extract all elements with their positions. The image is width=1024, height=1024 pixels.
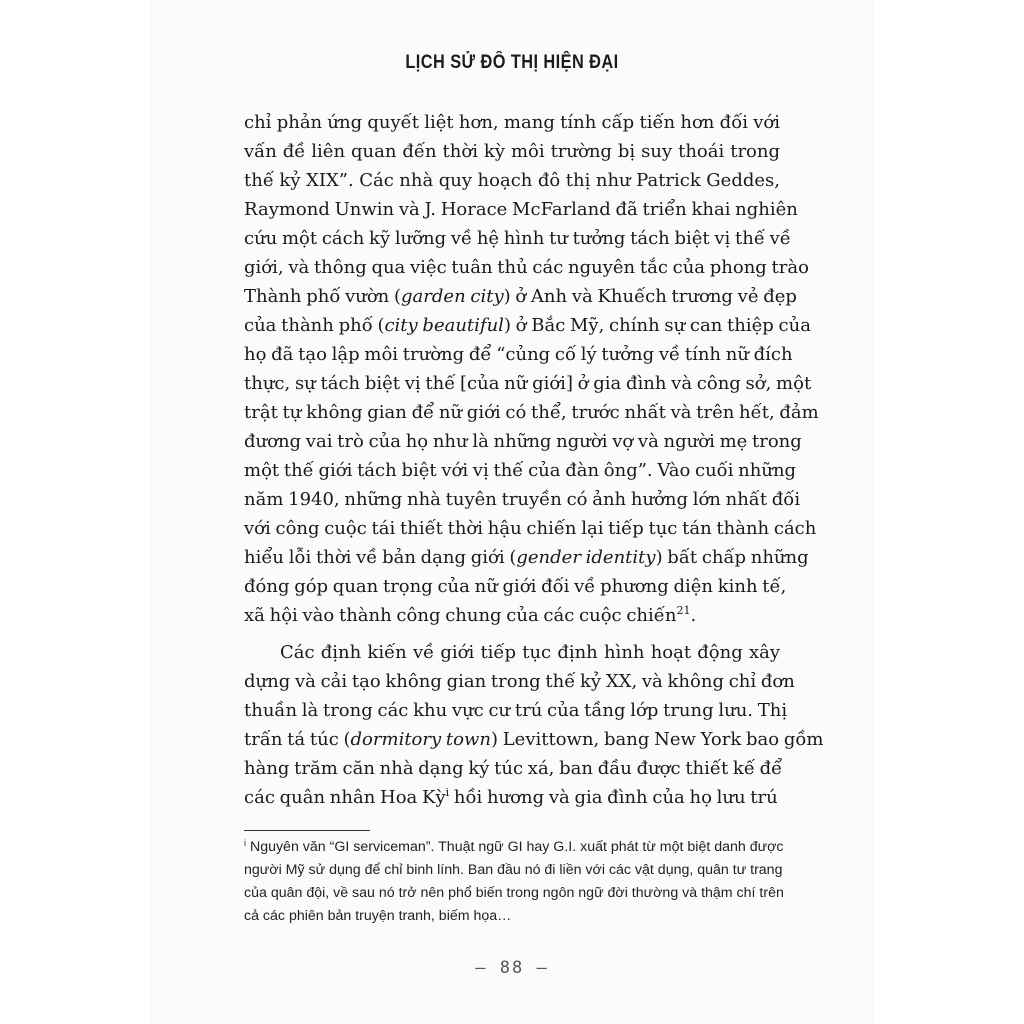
text-line: một thế giới tách biệt với vị thế của đàn ông”. Vào cuối những <box>244 460 797 481</box>
text-line: với công cuộc tái thiết thời hậu chiến lại tiếp tục tán thành cách <box>244 518 817 539</box>
text-line: trấn tá túc (dormitory town) Levittown, bang New York bao gồm <box>244 729 824 750</box>
body-text <box>244 108 824 812</box>
footnote-marker: i <box>244 838 246 848</box>
footnote <box>244 836 784 928</box>
text-line: vấn đề liên quan đến thời kỳ môi trường bị suy thoái trong <box>244 141 780 162</box>
text-line: họ đã tạo lập môi trường để “củng cố lý tưởng về tính nữ đích <box>244 344 793 365</box>
endnote-ref: 21 <box>676 604 691 617</box>
italic-term: gender identity <box>516 547 656 568</box>
text-line: hiểu lỗi thời về bản dạng giới (gender identity) bất chấp những <box>244 547 809 568</box>
text-line: năm 1940, những nhà tuyên truyền có ảnh hưởng lớn nhất đối <box>244 489 801 510</box>
footnote-line: $^i$ Nguyên văn “GI serviceman”. Thuật ngữ GI hay G.I. xuất phát từ một biệt danh được <box>244 838 784 855</box>
text-line: trật tự không gian để nữ giới có thể, trước nhất và trên hết, đảm <box>244 402 819 423</box>
footnote-line: người Mỹ sử dụng để chỉ binh lính. Ban đầu nó đi liền với các vật dụng, quân tư trang <box>244 862 783 878</box>
text-line: giới, và thông qua việc tuân thủ các nguyên tắc của phong trào <box>244 257 809 278</box>
paragraph-1 <box>244 108 819 630</box>
text-line: thực, sự tách biệt vị thế [của nữ giới] ở gia đình và công sở, một <box>244 373 812 394</box>
page-number: – 88 – <box>475 958 549 978</box>
text-line: các quân nhân Hoa Kỳ$^i$ hồi hương và gia đình của họ lưu trú <box>244 786 778 808</box>
footnote-line: của quân đội, về sau nó trở nên phổ biến trong ngôn ngữ đời thường và thậm chí trên <box>244 885 784 901</box>
text-line: Raymond Unwin và J. Horace McFarland đã triển khai nghiên <box>244 199 798 220</box>
text-line: đương vai trò của họ như là những người vợ và người mẹ trong <box>244 431 802 452</box>
text-line: đóng góp quan trọng của nữ giới đối về phương diện kinh tế, <box>244 576 787 597</box>
text-line: cứu một cách kỹ lưỡng về hệ hình tư tưởng tách biệt vị thế về <box>244 228 791 249</box>
italic-term: city beautiful <box>384 315 504 336</box>
text-line: thuần là trong các khu vực cư trú của tầng lớp trung lưu. Thị <box>244 700 788 721</box>
text-line: xã hội vào thành công chung của các cuộc chiến$^{21}$. <box>244 604 697 626</box>
text-line: hàng trăm căn nhà dạng ký túc xá, ban đầu được thiết kế để <box>244 758 783 779</box>
italic-term: garden city <box>401 286 504 307</box>
text-line: chỉ phản ứng quyết liệt hơn, mang tính cấp tiến hơn đối với <box>244 112 780 133</box>
paragraph-2 <box>244 638 824 812</box>
italic-term: dormitory town <box>350 729 491 750</box>
text-line: dựng và cải tạo không gian trong thế kỷ XX, và không chỉ đơn <box>244 671 795 692</box>
text-line: Các định kiến về giới tiếp tục định hình hoạt động xây <box>280 642 780 663</box>
text-line: Thành phố vườn (garden city) ở Anh và Khuếch trương vẻ đẹp <box>244 286 797 307</box>
text-line: của thành phố (city beautiful) ở Bắc Mỹ, chính sự can thiệp của <box>244 315 811 336</box>
footnote-ref: i <box>445 786 450 799</box>
footnote-separator <box>244 830 370 831</box>
footnote-line: cả các phiên bản truyện tranh, biếm họa… <box>244 908 512 924</box>
text-line: thế kỷ XIX”. Các nhà quy hoạch đô thị như Patrick Geddes, <box>244 170 780 191</box>
running-header: LỊCH SỬ ĐÔ THỊ HIỆN ĐẠI <box>405 52 619 73</box>
